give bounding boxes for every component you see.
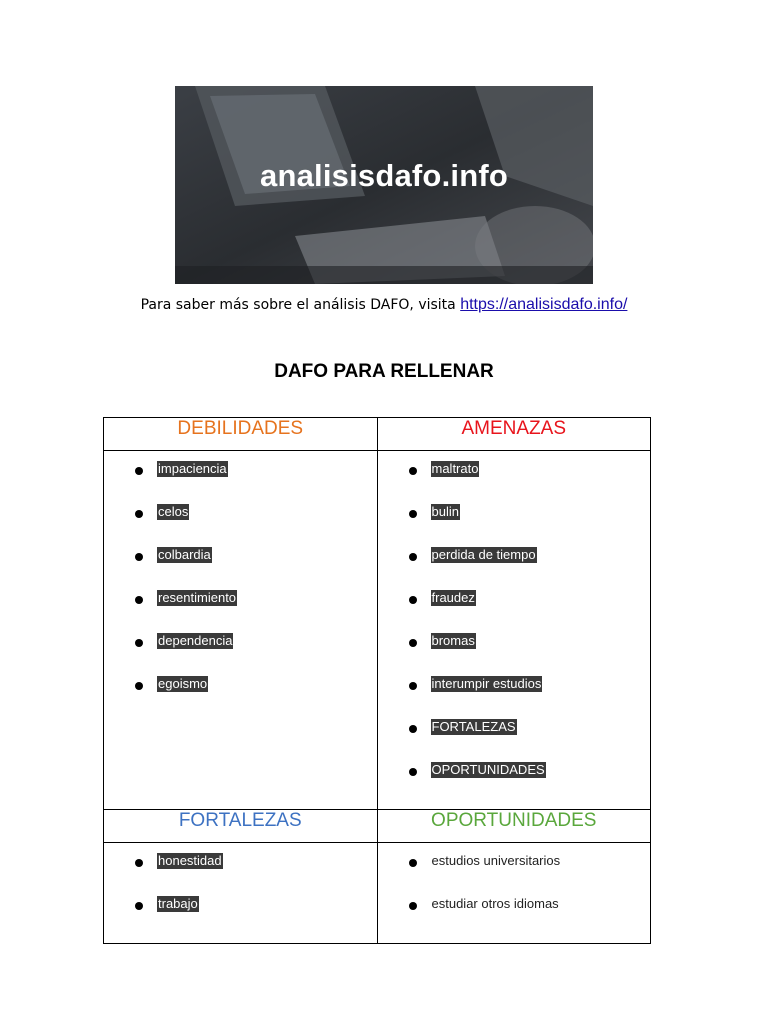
item-text: colbardia <box>158 547 211 562</box>
info-link[interactable]: https://analisisdafo.info/ <box>460 296 628 313</box>
bullet-icon <box>135 682 143 690</box>
list-item <box>134 853 377 900</box>
item-text: FORTALEZAS <box>431 719 516 734</box>
bullet-icon <box>135 859 143 867</box>
bullet-icon <box>409 768 417 776</box>
item-text: estudios universitarios <box>431 853 561 868</box>
list-item <box>408 762 651 809</box>
item-text: bromas <box>431 633 475 648</box>
bullet-icon <box>135 467 143 475</box>
banner-title: analisisdafo.info <box>260 158 508 193</box>
oportunidades-label: OPORTUNIDADES <box>431 810 597 831</box>
list-item <box>408 633 651 680</box>
list-item <box>408 853 651 900</box>
item-text: celos <box>158 504 189 519</box>
page-title: DAFO PARA RELLENAR <box>274 361 494 382</box>
bullet-icon <box>409 725 417 733</box>
oportunidades-cell <box>377 843 651 944</box>
list-item <box>408 719 651 766</box>
info-line <box>0 296 768 314</box>
oportunidades-header <box>377 810 651 843</box>
bullet-icon <box>409 859 417 867</box>
debilidades-header <box>104 418 378 451</box>
item-text: egoismo <box>158 676 208 691</box>
list-item <box>134 590 377 637</box>
bullet-icon <box>135 510 143 518</box>
item-text: maltrato <box>431 461 479 476</box>
list-item <box>134 461 377 508</box>
fortalezas-cell <box>104 843 378 944</box>
bullet-icon <box>409 467 417 475</box>
bullet-icon <box>135 596 143 604</box>
list-item <box>408 676 651 723</box>
bullet-icon <box>409 682 417 690</box>
item-text: honestidad <box>158 853 222 868</box>
list-item <box>134 547 377 594</box>
list-item <box>134 676 377 723</box>
amenazas-cell <box>377 451 651 810</box>
amenazas-label: AMENAZAS <box>461 418 567 439</box>
amenazas-header <box>377 418 651 451</box>
debilidades-label: DEBILIDADES <box>177 418 304 439</box>
list-item <box>408 504 651 551</box>
list-item <box>408 896 651 943</box>
item-text: fraudez <box>431 590 475 605</box>
dafo-table <box>103 417 651 944</box>
bullet-icon <box>409 639 417 647</box>
item-text: perdida de tiempo <box>431 547 536 562</box>
bullet-icon <box>135 902 143 910</box>
fortalezas-label: FORTALEZAS <box>178 810 302 831</box>
bullet-icon <box>135 639 143 647</box>
item-text: resentimiento <box>158 590 237 605</box>
item-text: impaciencia <box>158 461 227 476</box>
list-item <box>408 461 651 508</box>
list-item <box>134 896 377 943</box>
list-item <box>134 633 377 680</box>
bullet-icon <box>409 902 417 910</box>
fortalezas-header <box>104 810 378 843</box>
bullet-icon <box>135 553 143 561</box>
item-text: dependencia <box>158 633 233 648</box>
bullet-icon <box>409 510 417 518</box>
list-item <box>408 590 651 637</box>
bullet-icon <box>409 553 417 561</box>
item-text: bulin <box>431 504 459 519</box>
debilidades-cell <box>104 451 378 810</box>
banner-image <box>175 86 593 284</box>
bullet-icon <box>409 596 417 604</box>
list-item <box>408 547 651 594</box>
item-text: interumpir estudios <box>431 676 542 691</box>
item-text: trabajo <box>158 896 198 911</box>
list-item <box>134 504 377 551</box>
info-text: Para saber más sobre el análisis DAFO, visita <box>140 297 461 313</box>
item-text: OPORTUNIDADES <box>431 762 545 777</box>
item-text: estudiar otros idiomas <box>431 896 559 911</box>
